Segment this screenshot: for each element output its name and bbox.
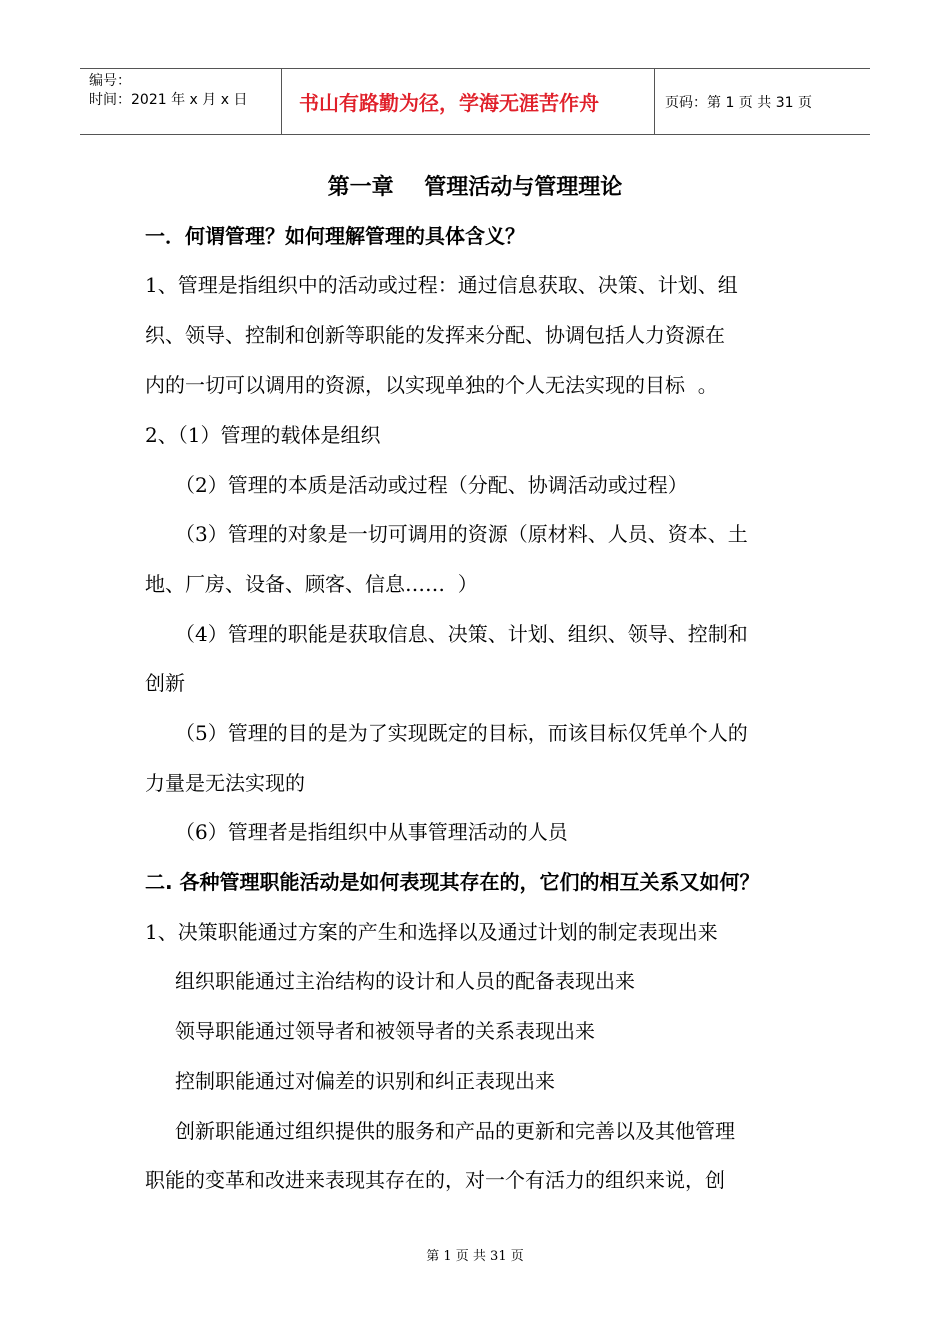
body-line: 1、管理是指组织中的活动或过程：通过信息获取、决策、计划、组 bbox=[145, 273, 738, 297]
body-line: 创新职能通过组织提供的服务和产品的更新和完善以及其他管理 bbox=[175, 1119, 735, 1143]
body-line: 创新 bbox=[145, 671, 185, 695]
body-line: 控制职能通过对偏差的识别和纠正表现出来 bbox=[175, 1069, 555, 1093]
page-footer: 第 1 页 共 31 页 bbox=[426, 1249, 524, 1264]
body-line: 内的一切可以调用的资源，以实现单独的个人无法实现的目标 。 bbox=[145, 373, 718, 397]
header-motto-cell bbox=[282, 69, 655, 134]
header-meta-cell bbox=[80, 69, 282, 134]
section-heading-1: 一．何谓管理？如何理解管理的具体含义？ bbox=[145, 224, 525, 248]
body-line: 地、厂房、设备、顾客、信息…… ） bbox=[145, 572, 478, 596]
header-table bbox=[80, 68, 870, 135]
body-line: （2）管理的本质是活动或过程（分配、协调活动或过程） bbox=[175, 473, 688, 497]
section-heading-2: 二. 各种管理职能活动是如何表现其存在的，它们的相互关系又如何？ bbox=[145, 870, 760, 894]
page-info: 页码：第 1 页 共 31 页 bbox=[665, 94, 812, 111]
document-number-label: 编号： bbox=[89, 73, 131, 89]
body-line: 力量是无法实现的 bbox=[145, 771, 305, 795]
body-line: 1、决策职能通过方案的产生和选择以及通过计划的制定表现出来 bbox=[145, 920, 718, 944]
body-line: （5）管理的目的是为了实现既定的目标，而该目标仅凭单个人的 bbox=[175, 721, 748, 745]
body-line: 织、领导、控制和创新等职能的发挥来分配、协调包括人力资源在 bbox=[145, 323, 725, 347]
header-page-cell bbox=[655, 69, 870, 134]
body-line: 2、（1）管理的载体是组织 bbox=[145, 423, 381, 447]
body-line: （3）管理的对象是一切可调用的资源（原材料、人员、资本、土 bbox=[175, 522, 748, 546]
body-line: （4）管理的职能是获取信息、决策、计划、组织、领导、控制和 bbox=[175, 622, 748, 646]
body-line: 职能的变革和改进来表现其存在的，对一个有活力的组织来说，创 bbox=[145, 1168, 725, 1192]
body-line: （6）管理者是指组织中从事管理活动的人员 bbox=[175, 820, 568, 844]
chapter-title: 第一章 管理活动与管理理论 bbox=[327, 175, 623, 200]
body-line: 组织职能通过主治结构的设计和人员的配备表现出来 bbox=[175, 969, 635, 993]
document-date-label: 时间：2021 年 x 月 x 日 bbox=[89, 92, 248, 108]
motto-text: 书山有路勤为径，学海无涯苦作舟 bbox=[299, 91, 599, 115]
body-line: 领导职能通过领导者和被领导者的关系表现出来 bbox=[175, 1019, 595, 1043]
